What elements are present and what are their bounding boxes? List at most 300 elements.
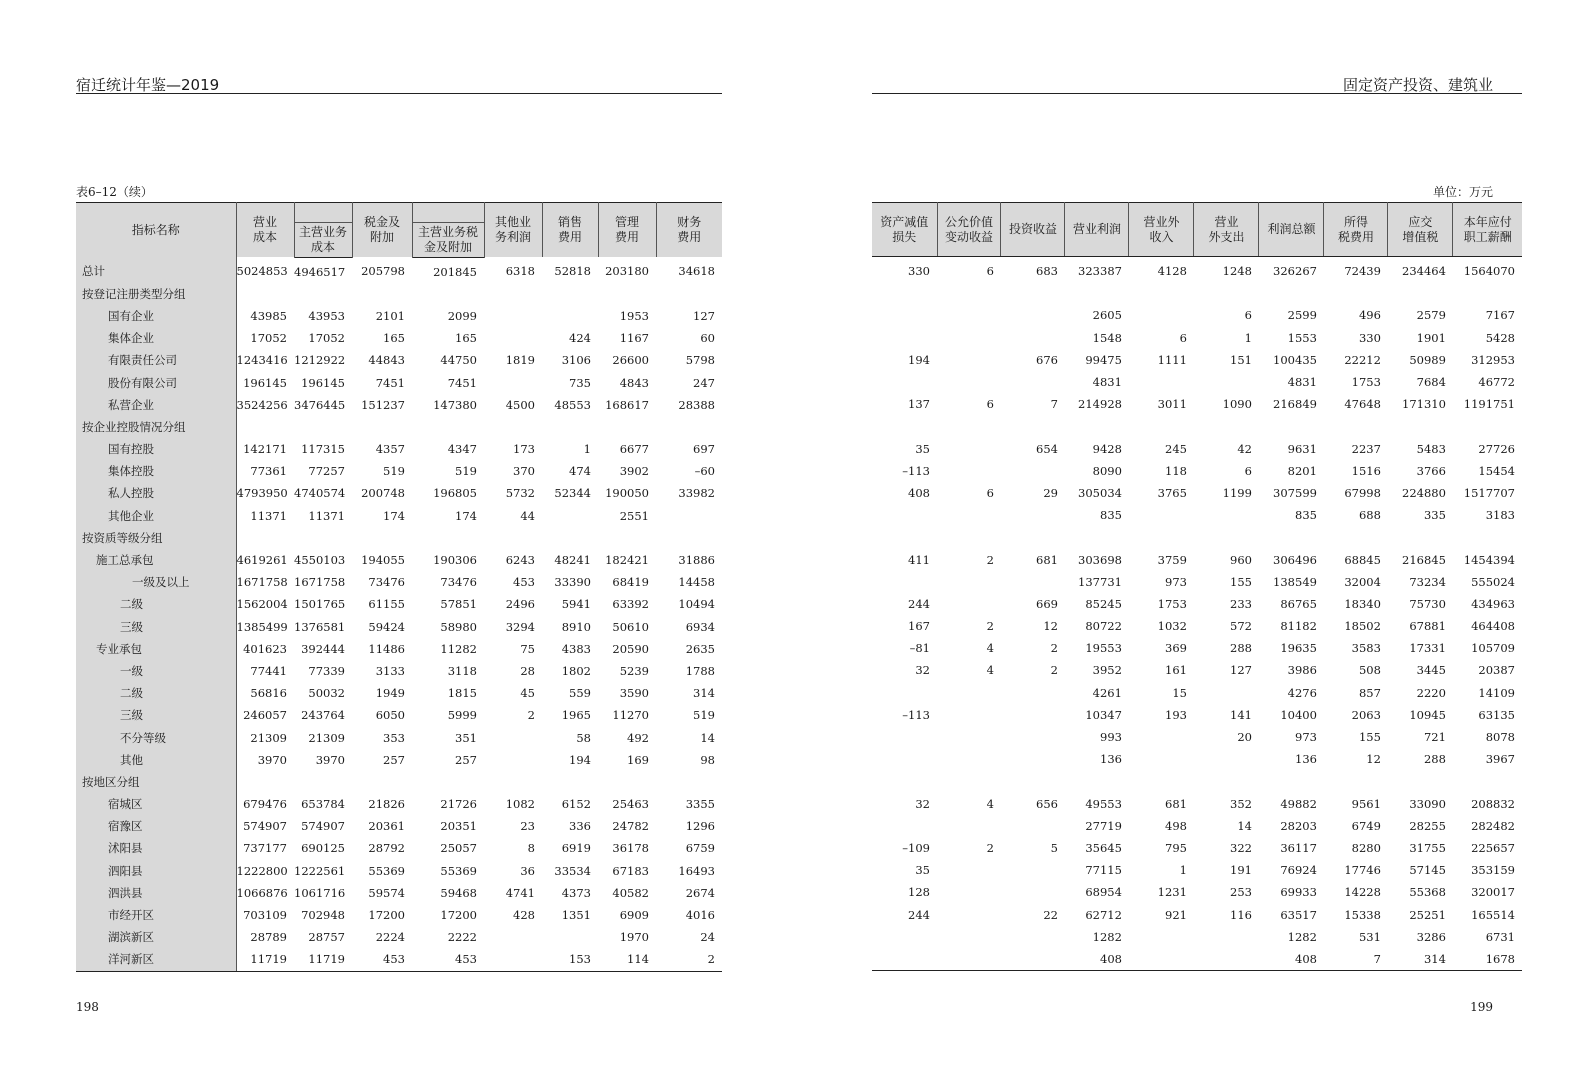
table-cell: 27726 [1478,441,1515,456]
table-cell: 73234 [1409,574,1446,589]
table-cell [542,771,598,793]
table-cell: 33534 [554,863,591,878]
table-cell: 49882 [1280,796,1317,811]
table-cell: 28792 [368,841,405,856]
table-cell: 257 [455,752,477,767]
table-cell: 320017 [1471,885,1515,900]
table-row [76,660,722,682]
row-label: 国有企业 [76,305,236,327]
table-cell: 63392 [612,597,649,612]
table-cell: 1 [1244,330,1252,345]
table-cell: 77441 [250,663,287,678]
table-cell: 306496 [1273,552,1317,567]
table-cell: 2579 [1416,308,1446,323]
table-row [76,257,722,283]
table-row [872,460,1522,482]
table-cell [484,771,542,793]
table-cell: 6759 [685,841,715,856]
table-cell: 11719 [294,948,352,971]
table-cell: 28 [520,663,535,678]
table-cell: 2496 [505,597,535,612]
col-header-name: 指标名称 [76,203,236,258]
table-cell: 3967 [1485,752,1515,767]
table-cell: 2551 [619,508,649,523]
table-cell: 48553 [554,397,591,412]
row-label: 国有控股 [76,438,236,460]
table-cell: 32004 [1344,574,1381,589]
table-cell: 496 [1358,308,1381,323]
table-row [76,837,722,859]
table-cell: 245 [1165,441,1187,456]
table-cell: 44750 [440,353,477,368]
col-header-finance: 财务 费用 [656,203,722,258]
row-label: 按企业控股情况分组 [76,416,236,438]
table-cell: 225657 [1471,840,1515,855]
table-cell: 1 [583,442,591,457]
table-cell: 323387 [1078,264,1122,279]
table-cell: 5 [1050,840,1058,855]
table-cell [872,304,937,326]
table-cell: 2 [656,948,722,971]
table-row [76,593,722,615]
col-header-impairment: 资产减值 损失 [872,203,937,257]
table-cell: 3970 [315,752,345,767]
table-cell: 307599 [1273,485,1317,500]
table-cell: 6 [1244,463,1252,478]
table-cell: 4946517 [294,264,346,279]
table-cell: 17052 [308,331,345,346]
table-cell: 22212 [1344,352,1381,367]
table-cell [1001,948,1065,971]
table-cell [1259,526,1324,548]
row-label: 其他 [76,749,236,771]
table-cell [872,682,937,704]
table-row [76,482,722,504]
table-cell: 59574 [368,885,405,900]
table-cell [1001,526,1065,548]
table-cell: 33390 [554,575,591,590]
table-cell: 171310 [1402,397,1446,412]
table-cell [236,283,294,305]
table-cell: 24782 [612,819,649,834]
table-row [872,526,1522,548]
table-cell: 48241 [554,553,591,568]
table-cell: 21826 [368,797,405,812]
table-cell: 21726 [440,797,477,812]
table-cell: 35645 [1085,840,1122,855]
table-cell: 2063 [1351,707,1381,722]
table-cell: 44843 [368,353,405,368]
table-cell: 2605 [1092,308,1122,323]
table-cell [872,371,937,393]
table-cell [484,327,542,349]
table-cell: 1351 [561,908,591,923]
table-cell: 6318 [505,264,535,279]
table-cell [1001,504,1065,526]
table-cell: 136 [1295,752,1317,767]
table-cell: 2101 [375,308,405,323]
table-cell: 4500 [505,397,535,412]
table-cell [598,771,656,793]
table-caption: 表6–12（续） [76,185,153,199]
table-cell [1001,371,1065,393]
table-cell [484,283,542,305]
table-row [76,549,722,571]
col-header-sales: 销售 费用 [542,203,598,258]
table-cell: 36 [520,863,535,878]
table-cell [412,527,484,549]
table-cell [1259,415,1324,437]
table-cell: 1548 [1092,330,1122,345]
table-cell: 128 [908,885,930,900]
table-cell: 408 [908,485,930,500]
table-cell: 697 [693,442,715,457]
table-cell [1065,526,1129,548]
table-cell: 572 [1230,619,1252,634]
table-cell [1001,460,1065,482]
table-cell [937,282,1001,304]
table-cell: 2635 [685,641,715,656]
table-cell: 464408 [1471,619,1515,634]
table-cell: 63135 [1478,707,1515,722]
table-cell: 165 [455,331,477,346]
row-label: 集体控股 [76,460,236,482]
table-cell [484,416,542,438]
table-cell: 1516 [1351,463,1381,478]
table-row [76,283,722,305]
table-cell: 1385499 [236,619,288,634]
table-row [872,726,1522,748]
table-cell: 20361 [368,819,405,834]
table-body-left [76,257,722,971]
table-cell: 679476 [243,797,287,812]
table-cell [656,527,722,549]
table-row [872,371,1522,393]
table-row [872,548,1522,570]
table-cell: 26600 [612,353,649,368]
table-cell: 17052 [250,331,287,346]
table-cell: 973 [1165,574,1187,589]
row-label: 集体企业 [76,327,236,349]
row-label: 宿豫区 [76,815,236,837]
table-row [76,571,722,593]
table-cell [937,770,1001,792]
table-cell: 14109 [1478,685,1515,700]
table-row [76,638,722,660]
table-cell: 5428 [1485,330,1515,345]
table-cell [937,948,1001,971]
table-cell: 4831 [1092,375,1122,390]
table-row [76,771,722,793]
table-cell: 1671758 [236,575,288,590]
table-cell: 508 [1358,663,1381,678]
table-cell: 45 [520,686,535,701]
table-cell: 1501765 [294,597,346,612]
col-header-investment-income: 投资收益 [1001,203,1065,257]
table-cell [1001,815,1065,837]
table-cell: 288 [1230,641,1252,656]
page-number-right: 199 [1470,1000,1493,1014]
table-cell: 683 [1036,264,1058,279]
table-cell: 6909 [619,908,649,923]
table-cell [872,815,937,837]
col-header-operating-profit: 营业利润 [1065,203,1129,257]
table-cell: 1090 [1222,397,1252,412]
table-cell [937,593,1001,615]
table-cell: 1953 [619,308,649,323]
col-header-income-tax: 所得 税费用 [1324,203,1388,257]
table-row [76,793,722,815]
table-cell: 8 [527,841,535,856]
table-cell: 5239 [619,663,649,678]
table-cell [484,926,542,948]
table-cell: 1901 [1416,330,1446,345]
table-cell [1001,282,1065,304]
table-row [872,349,1522,371]
table-cell: 921 [1165,907,1187,922]
table-cell: 20590 [612,641,649,656]
table-row [76,349,722,371]
table-cell: 1753 [1157,596,1187,611]
table-cell: 174 [455,508,477,523]
table-cell [937,460,1001,482]
table-cell: 10945 [1409,707,1446,722]
table-cell: 1082 [505,797,535,812]
table-cell: 681 [1036,552,1058,567]
table-cell: 8280 [1351,840,1381,855]
table-cell [937,571,1001,593]
table-cell: 335 [1423,508,1446,523]
table-cell: 25251 [1409,907,1446,922]
table-cell: 669 [1036,596,1058,611]
table-cell: 68845 [1344,552,1381,567]
table-cell [542,926,598,948]
table-cell: 208832 [1471,796,1515,811]
table-cell: 6050 [375,708,405,723]
table-cell: 282482 [1471,818,1515,833]
table-cell [542,283,598,305]
table-cell: 411 [908,552,930,567]
row-label: 洋河新区 [76,948,236,971]
table-cell: –113 [902,707,930,722]
running-header-right: 固定资产投资、建筑业 [1342,76,1493,94]
table-cell [542,505,598,527]
table-cell: 253 [1230,885,1252,900]
table-cell: 17200 [440,908,477,923]
col-header-admin: 管理 费用 [598,203,656,258]
table-cell: 224880 [1402,485,1446,500]
table-cell: 19635 [1280,641,1317,656]
table-cell: 6 [1179,330,1187,345]
table-cell: 43985 [250,308,287,323]
table-cell: 3590 [619,686,649,701]
table-cell: 55369 [440,863,477,878]
col-header-tax: 税金及 附加 [352,203,412,258]
table-cell: 4550103 [294,553,346,568]
table-row [76,904,722,926]
table-cell: 3766 [1416,463,1446,478]
table-cell: 1949 [375,686,405,701]
table-cell [1194,770,1259,792]
table-cell: 314 [693,686,715,701]
table-cell: 15338 [1344,907,1381,922]
row-label: 市经开区 [76,904,236,926]
table-row [872,682,1522,704]
table-cell: 3986 [1287,663,1317,678]
table-cell [1194,282,1259,304]
table-cell: 14458 [678,575,715,590]
table-cell: 127 [693,308,715,323]
table-cell: 1753 [1351,375,1381,390]
table-cell: 7684 [1416,375,1446,390]
table-row [872,770,1522,792]
table-cell: 20387 [1478,663,1515,678]
table-cell: 1562004 [236,597,288,612]
table-right-page [872,202,1522,971]
table-cell: 3106 [561,353,591,368]
row-label: 泗洪县 [76,882,236,904]
table-cell: 77339 [308,663,345,678]
table-cell [937,903,1001,925]
table-cell: 2220 [1416,685,1446,700]
table-cell [1324,282,1388,304]
table-cell: 993 [1100,730,1122,745]
table-cell: 137731 [1078,574,1122,589]
table-cell: 47648 [1344,397,1381,412]
table-cell [1001,704,1065,726]
table-cell: 681 [1165,796,1187,811]
row-label: 按登记注册类型分组 [76,283,236,305]
table-cell: 1965 [561,708,591,723]
table-cell [1129,526,1194,548]
table-cell: 85245 [1085,596,1122,611]
table-cell [484,726,542,748]
table-cell: 6 [986,485,994,500]
table-cell: 424 [569,331,591,346]
table-cell [294,416,352,438]
table-row [76,926,722,948]
table-cell [352,283,412,305]
unit-label: 单位：万元 [1432,185,1493,199]
table-cell: 161 [1165,663,1187,678]
table-cell: 690125 [301,841,345,856]
table-cell: 167 [908,619,930,634]
table-cell: 3902 [619,464,649,479]
table-cell: 11371 [308,508,345,523]
table-cell [872,327,937,349]
table-cell: 453 [412,948,484,971]
table-cell [352,771,412,793]
table-row [76,860,722,882]
table-cell: 68419 [612,575,649,590]
table-cell: 2224 [375,930,405,945]
table-row [872,748,1522,770]
table-cell: 2 [986,619,994,634]
table-row [872,637,1522,659]
table-cell: 118 [1165,463,1187,478]
table-cell [1453,770,1522,792]
table-cell: 50989 [1409,352,1446,367]
table-cell [656,416,722,438]
table-cell: 116 [1230,907,1252,922]
table-cell [1259,282,1324,304]
table-cell: 59468 [440,885,477,900]
page-number-left: 198 [76,1000,99,1014]
row-label: 湖滨新区 [76,926,236,948]
table-cell: 1815 [447,686,477,701]
table-cell: 1222561 [294,863,346,878]
table-cell: 1970 [619,930,649,945]
table-left-page [76,202,722,972]
table-cell: 7451 [447,375,477,390]
row-label: 沭阳县 [76,837,236,859]
table-cell: 676 [1036,352,1058,367]
table-cell [937,881,1001,903]
table-cell [1001,304,1065,326]
table-cell: 654 [1036,441,1058,456]
table-row [872,837,1522,859]
table-cell: 1066876 [236,885,288,900]
table-cell: 33090 [1409,796,1446,811]
table-cell: 147380 [433,397,477,412]
table-cell: 32 [915,663,930,678]
table-cell: 721 [1423,730,1446,745]
row-label: 私营企业 [76,394,236,416]
table-cell [1001,926,1065,948]
table-cell [412,283,484,305]
table-cell [1388,770,1453,792]
table-cell: 59424 [368,619,405,634]
table-cell [1001,726,1065,748]
table-cell: 7 [1324,948,1388,971]
col-header-nonop-income: 营业外 收入 [1129,203,1194,257]
table-row [872,859,1522,881]
table-cell: 408 [1065,948,1129,971]
col-header-cost: 营业 成本 [236,203,294,258]
table-cell: –81 [909,641,930,656]
row-label: 按资质等级分组 [76,527,236,549]
table-row [872,659,1522,681]
col-header-other-profit: 其他业 务利润 [484,203,542,258]
table-row [76,505,722,527]
table-cell [937,349,1001,371]
table-cell: 2222 [447,930,477,945]
table-cell [1453,282,1522,304]
table-cell: 165514 [1471,907,1515,922]
table-cell [937,526,1001,548]
table-cell: 3970 [257,752,287,767]
table-row [872,571,1522,593]
table-row [872,881,1522,903]
table-cell: 182421 [605,553,649,568]
table-cell: 196145 [243,375,287,390]
table-cell: 27719 [1085,818,1122,833]
table-cell: 11719 [236,948,294,971]
table-cell: 151237 [361,397,405,412]
table-cell: 3583 [1351,641,1381,656]
table-cell: 99475 [1085,352,1122,367]
table-cell: 5732 [505,486,535,501]
table-cell: 28757 [308,930,345,945]
table-cell [872,726,937,748]
table-cell [1194,371,1259,393]
table-cell: 137 [908,397,930,412]
table-cell: 492 [627,730,649,745]
table-cell: 200748 [361,486,405,501]
table-cell [1129,282,1194,304]
table-cell [1001,859,1065,881]
table-cell: 142171 [243,442,287,457]
